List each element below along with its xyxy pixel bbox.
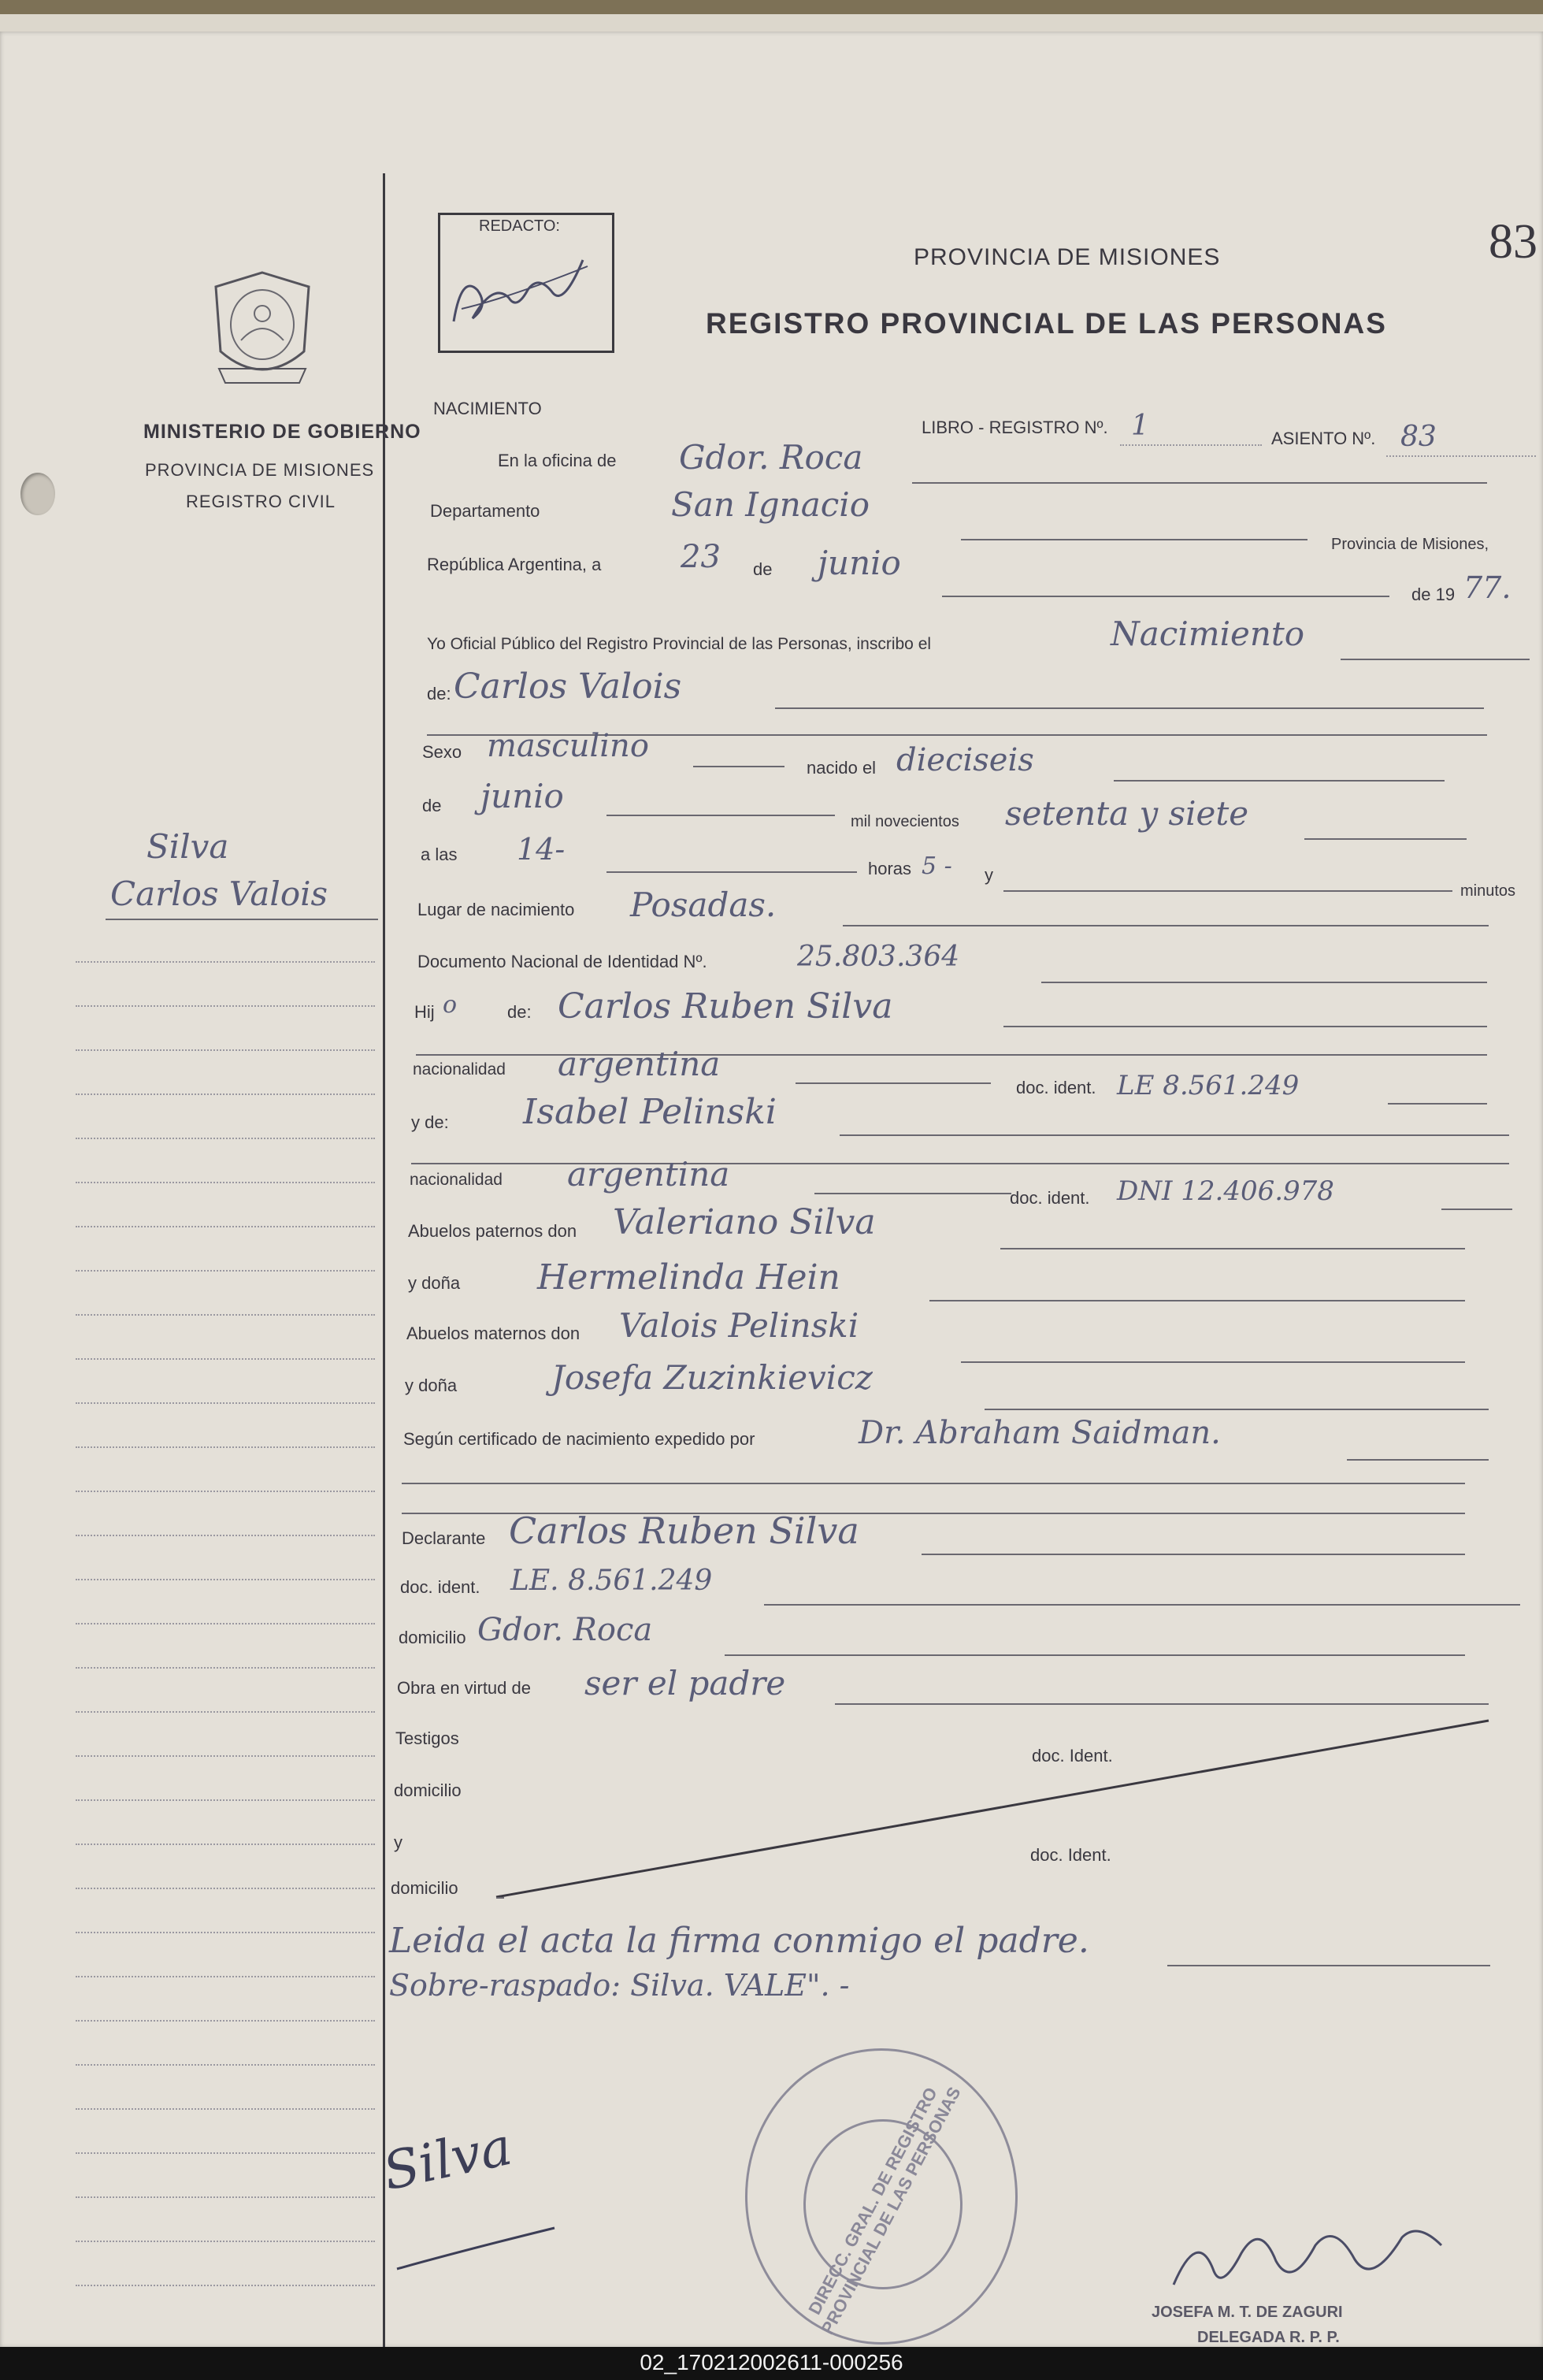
sexo-value: masculino bbox=[487, 728, 649, 764]
doc2-value: DNI 12.406.978 bbox=[1117, 1175, 1334, 1207]
madre-line bbox=[840, 1134, 1509, 1136]
t-dom2-line bbox=[496, 1897, 504, 1899]
de2-label: de: bbox=[427, 684, 451, 704]
dona1-label: y doña bbox=[408, 1273, 461, 1293]
asiento-label: ASIENTO Nº. bbox=[1271, 429, 1376, 448]
section-label: NACIMIENTO bbox=[433, 399, 542, 418]
declarante-value: Carlos Ruben Silva bbox=[509, 1509, 859, 1552]
abmat-label: Abuelos maternos don bbox=[406, 1324, 580, 1343]
minutos-line bbox=[1003, 890, 1452, 892]
madre-value: Isabel Pelinski bbox=[523, 1092, 777, 1132]
de3-label: de bbox=[422, 796, 442, 815]
libro-label: LIBRO - REGISTRO Nº. bbox=[922, 418, 1108, 437]
domicilio-label: domicilio bbox=[399, 1628, 466, 1647]
lugar-value: Posadas. bbox=[630, 886, 777, 924]
day-value: 23 bbox=[681, 539, 721, 575]
nac2-label: nacionalidad bbox=[410, 1171, 503, 1189]
departamento-label: Departamento bbox=[430, 501, 540, 521]
docdec-value: LE. 8.561.249 bbox=[510, 1565, 713, 1597]
testigos-label: Testigos bbox=[395, 1728, 459, 1748]
declarante-label: Declarante bbox=[402, 1528, 486, 1548]
dona1-value: Hermelinda Hein bbox=[537, 1257, 840, 1298]
abpat-line bbox=[1000, 1248, 1465, 1249]
name-line bbox=[775, 707, 1484, 709]
year-label: de 19 bbox=[1411, 585, 1456, 604]
doc2-line bbox=[1441, 1209, 1512, 1210]
dona2-label: y doña bbox=[405, 1376, 458, 1395]
obra-value: ser el padre bbox=[584, 1664, 786, 1702]
padre-line bbox=[1003, 1026, 1487, 1027]
oficina-value: Gdor. Roca bbox=[679, 438, 863, 477]
dni-value: 25.803.364 bbox=[797, 941, 960, 973]
cert-line bbox=[1347, 1459, 1489, 1461]
column-divider bbox=[383, 173, 385, 2348]
binder-hole bbox=[20, 473, 55, 515]
y-label: y bbox=[985, 865, 993, 885]
oficina-label: En la oficina de bbox=[498, 451, 617, 470]
dona2-value: Josefa Zuzinkievicz bbox=[551, 1358, 873, 1397]
asiento-line bbox=[1386, 455, 1536, 457]
libro-value: 1 bbox=[1131, 410, 1149, 442]
footer-bar bbox=[0, 2347, 1543, 2380]
obra-line bbox=[835, 1703, 1489, 1705]
date-line bbox=[942, 596, 1389, 597]
hij-label: Hij bbox=[414, 1002, 435, 1022]
alas-value: 14- bbox=[517, 832, 566, 867]
nacido-line bbox=[1114, 780, 1445, 782]
mil-line bbox=[1304, 838, 1467, 840]
departamento-line bbox=[961, 539, 1307, 540]
dni-line bbox=[1041, 982, 1487, 983]
abmat-line bbox=[961, 1361, 1465, 1363]
testigos-strike-line bbox=[488, 1714, 1497, 1903]
docdec-line bbox=[764, 1604, 1520, 1606]
document-page bbox=[0, 32, 1543, 2348]
province-title: PROVINCIA DE MISIONES bbox=[914, 244, 1221, 270]
lugar-line bbox=[843, 925, 1489, 926]
right-title-stamp: DELEGADA R. P. P. bbox=[1197, 2329, 1340, 2346]
nac1-label: nacionalidad bbox=[413, 1060, 506, 1079]
provincia-suffix: Provincia de Misiones, bbox=[1331, 536, 1489, 553]
civil-registry-label: REGISTRO CIVIL bbox=[186, 492, 336, 511]
month2-value: junio bbox=[480, 777, 564, 815]
abpat-value: Valeriano Silva bbox=[613, 1202, 876, 1242]
padre-value: Carlos Ruben Silva bbox=[558, 986, 893, 1027]
margin-note-underline bbox=[106, 919, 378, 920]
closing-line-1: Leida el acta la firma conmigo el padre. bbox=[389, 1921, 1089, 1961]
yde-label: y de: bbox=[411, 1112, 449, 1132]
nacido-value: dieciseis bbox=[896, 742, 1034, 778]
abmat-value: Valois Pelinski bbox=[619, 1306, 859, 1345]
doc2-label: doc. ident. bbox=[1010, 1188, 1090, 1208]
oficina-line bbox=[912, 482, 1487, 484]
de-label: de bbox=[753, 559, 773, 579]
sexo-line bbox=[693, 766, 784, 767]
closing-line-2: Sobre-raspado: Silva. VALE". - bbox=[389, 1968, 850, 2003]
left-signature: Silva bbox=[377, 2115, 517, 2203]
redacto-initials-signature bbox=[446, 243, 600, 339]
departamento-value: San Ignacio bbox=[671, 485, 870, 524]
doc1-value: LE 8.561.249 bbox=[1117, 1070, 1300, 1101]
month2-line bbox=[606, 815, 835, 816]
domicilio-value: Gdor. Roca bbox=[477, 1612, 653, 1648]
mil-label: mil novecientos bbox=[851, 813, 959, 830]
horas-value: 5 - bbox=[922, 852, 952, 880]
hij-de-label: de: bbox=[507, 1002, 532, 1022]
abpat-label: Abuelos paternos don bbox=[408, 1221, 577, 1241]
oficial-line bbox=[1341, 659, 1530, 660]
margin-note-surname: Silva bbox=[147, 827, 229, 866]
declarante-line bbox=[922, 1554, 1465, 1555]
left-signature-flourish bbox=[394, 2222, 567, 2277]
sexo-label: Sexo bbox=[422, 742, 462, 762]
doc1-label: doc. ident. bbox=[1016, 1078, 1096, 1097]
margin-note-names: Carlos Valois bbox=[110, 874, 328, 913]
obra-label: Obra en virtud de bbox=[397, 1678, 531, 1698]
asiento-value: 83 bbox=[1400, 421, 1437, 453]
nac2-value: argentina bbox=[567, 1155, 730, 1194]
domicilio-line bbox=[725, 1654, 1465, 1656]
t-dom2-label: domicilio bbox=[391, 1878, 458, 1898]
t-dom1-label: domicilio bbox=[394, 1780, 462, 1800]
coat-of-arms-emblem bbox=[203, 268, 321, 394]
t-doc1-label: doc. Ident. bbox=[1032, 1746, 1113, 1766]
margin-province-label: PROVINCIA DE MISIONES bbox=[145, 460, 375, 480]
year-value: 77. bbox=[1463, 570, 1511, 605]
libro-line bbox=[1120, 444, 1262, 446]
page-number: 83 bbox=[1489, 215, 1537, 269]
oficial-text: Yo Oficial Público del Registro Provincial de las Personas, inscribo el bbox=[427, 635, 932, 653]
nac2-line bbox=[814, 1193, 1011, 1194]
hij-suffix: o bbox=[443, 991, 458, 1019]
dona2-line bbox=[985, 1409, 1489, 1410]
t-y-label: y bbox=[394, 1832, 402, 1852]
nac1-value: argentina bbox=[558, 1045, 721, 1083]
t-doc2-label: doc. Ident. bbox=[1030, 1845, 1111, 1865]
dona1-line bbox=[929, 1300, 1465, 1301]
alas-line bbox=[606, 871, 857, 873]
horas-label: horas bbox=[868, 859, 912, 878]
cert-value: Dr. Abraham Saidman. bbox=[859, 1415, 1221, 1451]
redacto-label: REDACTO: bbox=[479, 217, 560, 235]
right-signature bbox=[1166, 2214, 1449, 2300]
seal-text: DIRECC. GRAL. DE REGISTRO PROVINCIAL DE LAS PERSONAS bbox=[804, 2083, 965, 2337]
right-name-stamp: JOSEFA M. T. DE ZAGURI bbox=[1152, 2304, 1343, 2321]
alas-label: a las bbox=[421, 845, 458, 864]
nacido-label: nacido el bbox=[807, 758, 877, 778]
month-value: junio bbox=[818, 544, 901, 582]
ministry-label: MINISTERIO DE GOBIERNO bbox=[143, 421, 421, 443]
footer-filename: 02_170212002611-000256 bbox=[640, 2350, 903, 2374]
name-value: Carlos Valois bbox=[454, 666, 682, 707]
closing-line-rule bbox=[1167, 1965, 1490, 1966]
nac1-line bbox=[796, 1082, 991, 1084]
dni-label: Documento Nacional de Identidad Nº. bbox=[417, 952, 707, 971]
minutos-label: minutos bbox=[1460, 882, 1516, 900]
doc1-line bbox=[1388, 1103, 1487, 1105]
lugar-label: Lugar de nacimiento bbox=[417, 900, 575, 919]
cert-line-2 bbox=[402, 1483, 1465, 1484]
registry-title: REGISTRO PROVINCIAL DE LAS PERSONAS bbox=[706, 307, 1387, 340]
mil-value: setenta y siete bbox=[1005, 794, 1249, 833]
republica-label: República Argentina, a bbox=[427, 555, 602, 574]
cert-label: Según certificado de nacimiento expedido por bbox=[403, 1429, 755, 1449]
docdec-label: doc. ident. bbox=[400, 1577, 480, 1597]
oficial-value: Nacimiento bbox=[1111, 614, 1305, 653]
